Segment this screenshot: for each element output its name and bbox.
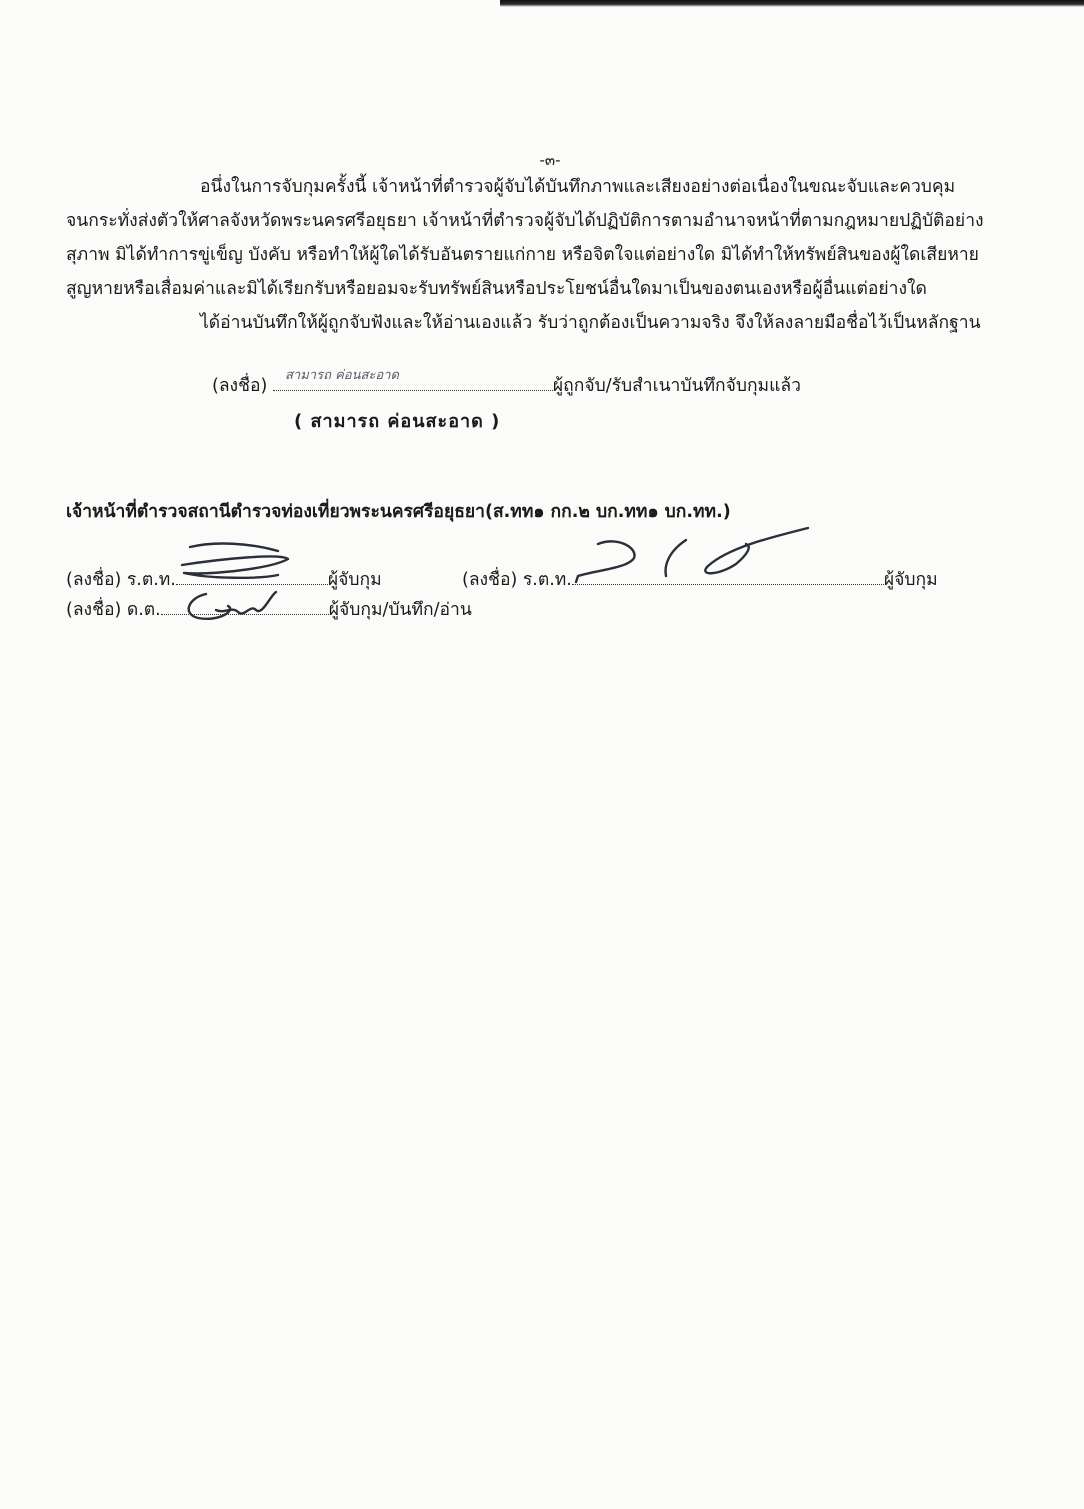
body-line-3: สุภาพ มิได้ทำการขู่เข็ญ บังคับ หรือทำให้ผู้ใดได้รับอันตรายแก่กาย หรือจิตใจแต่อย่างใด มิได้ทำให้ทรัพย์สินของผู้ใดเสียหาย <box>66 245 979 265</box>
arrestee-handwritten-signature: สามารถ ค่อนสะอาด <box>285 368 399 383</box>
arrestee-role: ผู้ถูกจับ/รับสำเนาบันทึกจับกุมแล้ว <box>552 376 801 396</box>
page-number: -๓- <box>539 151 561 169</box>
officers-heading: เจ้าหน้าที่ตำรวจสถานีตำรวจท่องเที่ยวพระนครศรีอยุธยา(ส.ทท๑ กก.๒ บก.ทท๑ บก.ทท.) <box>66 502 731 522</box>
officer-3-role: ผู้จับกุม/บันทึก/อ่าน <box>328 600 472 620</box>
officer-1-signature-scribble <box>170 535 320 590</box>
officer-2-signature-scribble <box>568 522 818 587</box>
officer-2-role: ผู้จับกุม <box>883 570 938 590</box>
officer-1-role: ผู้จับกุม <box>327 570 382 590</box>
arrestee-sign-prefix: (ลงชื่อ) <box>212 376 268 396</box>
officer-3-signature-scribble <box>176 584 286 629</box>
body-line-1: อนึ่งในการจับกุมครั้งนี้ เจ้าหน้าที่ตำรวจผู้จับได้บันทึกภาพและเสียงอย่างต่อเนื่องในขณะจับและควบคุม <box>200 177 956 197</box>
scan-top-edge <box>500 0 1084 7</box>
body-line-5: ได้อ่านบันทึกให้ผู้ถูกจับฟังและให้อ่านเองแล้ว รับว่าถูกต้องเป็นความจริง จึงให้ลงลายมือชื่อไว้เป็นหลักฐาน <box>200 313 981 333</box>
arrestee-printed-name: ( สามารถ ค่อนสะอาด ) <box>294 411 501 432</box>
officer-3-sign-prefix: (ลงชื่อ) ด.ต. <box>66 600 161 620</box>
officer-2-sign-prefix: (ลงชื่อ) ร.ต.ท. <box>462 570 572 590</box>
body-line-2: จนกระทั่งส่งตัวให้ศาลจังหวัดพระนครศรีอยุธยา เจ้าหน้าที่ตำรวจผู้จับได้ปฏิบัติการตามอำนาจหน้าที่ตามกฎหมายปฏิบัติอย่าง <box>66 211 984 231</box>
officer-1-sign-prefix: (ลงชื่อ) ร.ต.ท. <box>66 570 176 590</box>
body-line-4: สูญหายหรือเสื่อมค่าและมิได้เรียกรับหรือยอมจะรับทรัพย์สินหรือประโยชน์อื่นใดมาเป็นของตนเองหรือผู้อื่นแต่อย่างใด <box>66 279 927 299</box>
